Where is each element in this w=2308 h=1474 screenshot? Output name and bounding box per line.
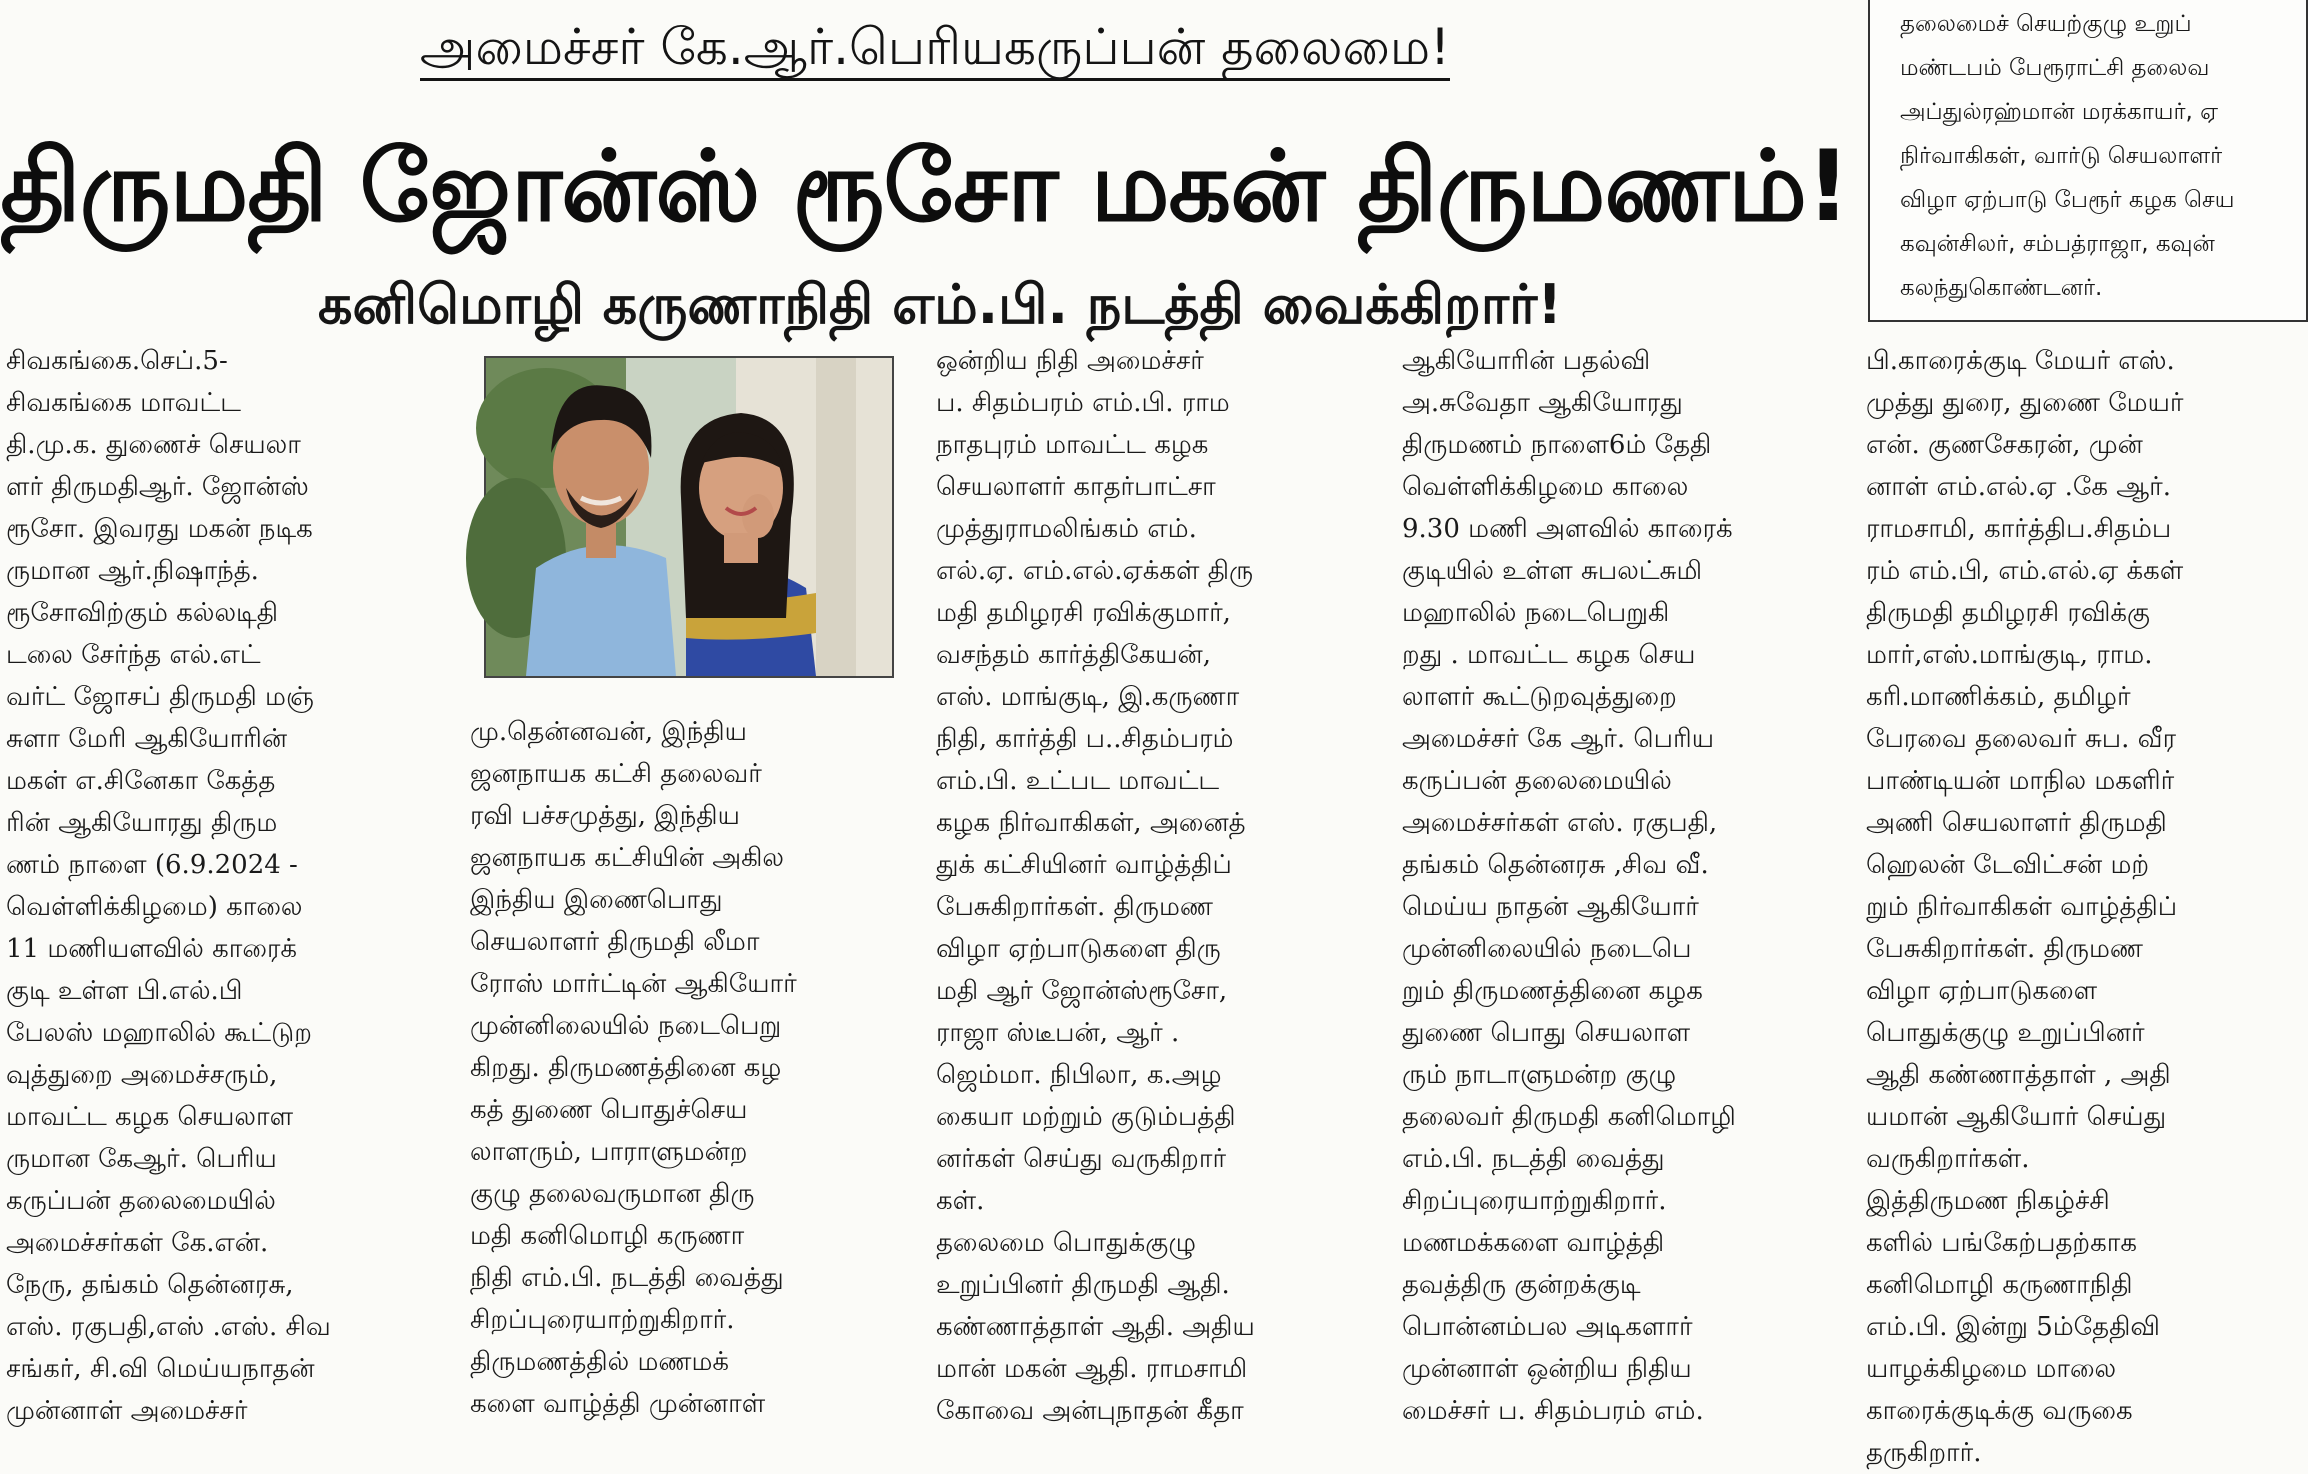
col1-line: தி.மு.க. துணைச் செயலா	[6, 430, 301, 460]
col4-line: தவத்திரு குன்றக்குடி	[1402, 1270, 1641, 1300]
col3-line: மான் மகன் ஆதி. ராமசாமி	[936, 1354, 1248, 1384]
col4-line: அமைச்சர்கள் எஸ். ரகுபதி,	[1402, 808, 1718, 838]
col5-line: தருகிறார்.	[1866, 1438, 1982, 1468]
col3-line: எல்.ஏ. எம்.எல்.ஏக்கள் திரு	[936, 556, 1254, 586]
col1-line: பேலஸ் மஹாலில் கூட்டுற	[6, 1018, 312, 1048]
col4-line: ஆகியோரின் பதல்வி	[1402, 346, 1651, 376]
col2-line: இந்திய இணைபொது	[470, 885, 723, 915]
col2-line: குழு தலைவருமான திரு	[470, 1179, 755, 1209]
col2-line: சிறப்புரையாற்றுகிறார்.	[470, 1305, 735, 1335]
col5-line: திருமதி தமிழரசி ரவிக்கு	[1866, 598, 2150, 628]
col5-line: எம்.பி. இன்று 5ம்தேதிவி	[1866, 1312, 2160, 1342]
col2-line: ஜனநாயக கட்சியின் அகில	[470, 843, 784, 873]
col5-line: பொதுக்குழு உறுப்பினர்	[1866, 1018, 2145, 1048]
col3-line: னர்கள் செய்து வருகிறார்	[936, 1144, 1227, 1174]
col5-line: னாள் எம்.எல்.ஏ .கே ஆர்.	[1866, 472, 2171, 502]
col4-line: 9.30 மணி அளவில் காரைக்	[1402, 514, 1733, 544]
col4-line: தங்கம் தென்னரசு ,சிவ வீ.	[1402, 850, 1709, 880]
col5-line: பாண்டியன் மாநில மகளிர்	[1866, 766, 2175, 796]
sidebar-boxout	[1868, 0, 2308, 322]
col4-line: லாளர் கூட்டுறவுத்துறை	[1402, 682, 1677, 712]
col4-line: துணை பொது செயலாள	[1402, 1018, 1691, 1048]
col2-line: செயலாளர் திருமதி லீமா	[470, 927, 760, 957]
col3-line: கண்ணாத்தாள் ஆதி. அதிய	[936, 1312, 1255, 1342]
col5-line: யாழக்கிழமை மாலை	[1866, 1354, 2117, 1384]
boxout-line: கலந்துகொண்டனர்.	[1900, 275, 2103, 301]
col5-line: வருகிறார்கள்.	[1866, 1144, 2030, 1174]
col1-line: கருப்பன் தலைமையில்	[6, 1186, 276, 1216]
col2-line: கத் துணை பொதுச்செய	[470, 1095, 748, 1125]
col2-line: ஜனநாயக கட்சி தலைவர்	[470, 759, 762, 789]
article-column-5	[1866, 340, 2302, 1468]
col1-line: மகள் எ.சினேகா கேத்த	[6, 766, 276, 796]
col1-line: முன்னாள் அமைச்சர்	[6, 1396, 248, 1426]
col4-line: முன்னிலையில் நடைபெ	[1402, 934, 1692, 964]
col2-line: ரோஸ் மார்ட்டின் ஆகியோர்	[470, 969, 797, 999]
col4-line: தலைவர் திருமதி கனிமொழி	[1402, 1102, 1736, 1132]
headline: திருமதி ஜோன்ஸ் ரூசோ மகன் திருமணம்!	[0, 130, 1850, 244]
col3-line: செயலாளர் காதர்பாட்சா	[936, 472, 1216, 502]
col1-line: ருமான கேஆர். பெரிய	[6, 1144, 277, 1174]
article-column-4	[1402, 340, 1842, 1446]
col4-line: றும் திருமணத்தினை கழக	[1402, 976, 1703, 1006]
col1-line: அமைச்சர்கள் கே.என்.	[6, 1228, 269, 1258]
col3-line: எம்.பி. உட்பட மாவட்ட	[936, 766, 1220, 796]
col5-line: பேசுகிறார்கள். திருமண	[1866, 934, 2143, 964]
col3-line: எஸ். மாங்குடி, இ.கருணா	[936, 682, 1240, 712]
col2-line: களை வாழ்த்தி முன்னாள்	[470, 1389, 766, 1419]
col1-line: சுளா மேரி ஆகியோரின்	[6, 724, 288, 754]
col1-line: ரூசோ. இவரது மகன் நடிக	[6, 514, 313, 544]
col2-line: ரவி பச்சமுத்து, இந்திய	[470, 801, 740, 831]
col3-line: ப. சிதம்பரம் எம்.பி. ராம	[936, 388, 1230, 418]
col3-line: கழக நிர்வாகிகள், அனைத்	[936, 808, 1246, 838]
col3-line: வசந்தம் கார்த்திகேயன்,	[936, 640, 1211, 670]
boxout-line: கவுன்சிலர், சம்பத்ராஜா, கவுன்	[1900, 231, 2215, 257]
col5-line: இத்திருமண நிகழ்ச்சி	[1866, 1186, 2110, 1216]
col3-line: பேசுகிறார்கள். திருமண	[936, 892, 1213, 922]
col4-line: சிறப்புரையாற்றுகிறார்.	[1402, 1186, 1667, 1216]
col3-line: உறுப்பினர் திருமதி ஆதி.	[936, 1270, 1230, 1300]
col3-line: கள்.	[936, 1186, 985, 1216]
boxout-line: அப்துல்ரஹ்மான் மரக்காயர், ஏ	[1900, 99, 2219, 125]
col1-line: ளர் திருமதிஆர். ஜோன்ஸ்	[6, 472, 309, 502]
col1-line: வர்ட் ஜோசப் திருமதி மஞ்	[6, 682, 314, 712]
col4-line: பொன்னம்பல அடிகளார்	[1402, 1312, 1693, 1342]
col5-line: ஹெலன் டேவிட்சன் மற்	[1866, 850, 2150, 880]
subheadline: கனிமொழி கருணாநிதி எம்.பி. நடத்தி வைக்கிறார்!	[318, 273, 1562, 336]
col1-line: ரூசோவிற்கும் கல்லடிதி	[6, 598, 279, 628]
col4-line: அ.சுவேதா ஆகியோரது	[1402, 388, 1683, 418]
col3-line: ஜெம்மா. நிபிலா, க.அழ	[936, 1060, 1222, 1090]
col2-line: முன்னிலையில் நடைபெறு	[470, 1011, 782, 1041]
col3-line: கோவை அன்புநாதன் கீதா	[936, 1396, 1244, 1426]
col1-line: வுத்துறை அமைச்சரும்,	[6, 1060, 278, 1090]
col4-line: மைச்சர் ப. சிதம்பரம் எம்.	[1402, 1396, 1704, 1426]
col1-line: சிவகங்கை.செப்.5-	[6, 346, 228, 376]
col1-line: குடி உள்ள பி.எல்.பி	[6, 976, 243, 1006]
col3-line: தலைமை பொதுக்குழு	[936, 1228, 1196, 1258]
col4-line: கருப்பன் தலைமையில்	[1402, 766, 1672, 796]
col4-line: அமைச்சர் கே ஆர். பெரிய	[1402, 724, 1714, 754]
col3-line: மதி ஆர் ஜோன்ஸ்ரூசோ,	[936, 976, 1228, 1006]
col1-line: மாவட்ட கழக செயலாள	[6, 1102, 294, 1132]
col3-line: நிதி, கார்த்தி ப..சிதம்பரம்	[936, 724, 1234, 754]
kicker-line	[310, 6, 1560, 92]
boxout-line: நிர்வாகிகள், வார்டு செயலாளர்	[1900, 143, 2223, 169]
col2-line: திருமணத்தில் மணமக்	[470, 1347, 730, 1377]
col4-line: மஹாலில் நடைபெறுகி	[1402, 598, 1670, 628]
col5-line: என். குணசேகரன், முன்	[1866, 430, 2143, 460]
boxout-line: தலைமைச் செயற்குழு உறுப்	[1900, 11, 2192, 37]
col3-line: ராஜா ஸ்டீபன், ஆர் .	[936, 1018, 1180, 1048]
col2-line: கிறது. திருமணத்தினை கழ	[470, 1053, 782, 1083]
col5-line: காரைக்குடிக்கு வருகை	[1866, 1396, 2133, 1426]
col2-line: மு.தென்னவன், இந்திய	[470, 717, 747, 747]
col3-line: முத்துராமலிங்கம் எம்.	[936, 514, 1197, 544]
col1-line: ருமான ஆர்.நிஷாந்த்.	[6, 556, 259, 586]
col5-line: கரி.மாணிக்கம், தமிழர்	[1866, 682, 2131, 712]
article-column-2	[470, 711, 910, 1446]
col1-line: டலை சேர்ந்த எல்.எட்	[6, 640, 261, 670]
col2-line: நிதி எம்.பி. நடத்தி வைத்து	[470, 1263, 784, 1293]
col1-line: சிவகங்கை மாவட்ட	[6, 388, 241, 418]
article-column-3	[936, 340, 1376, 1446]
kicker-text: அமைச்சர் கே.ஆர்.பெரியகருப்பன் தலைமை!	[420, 18, 1450, 81]
col4-line: எம்.பி. நடத்தி வைத்து	[1402, 1144, 1665, 1174]
col1-line: எஸ். ரகுபதி,எஸ் .எஸ். சிவ	[6, 1312, 331, 1342]
col4-line: திருமணம் நாளை6ம் தேதி	[1402, 430, 1712, 460]
col1-line: நேரு, தங்கம் தென்னரசு,	[6, 1270, 294, 1300]
col5-line: களில் பங்கேற்பதற்காக	[1866, 1228, 2137, 1258]
boxout-line: விழா ஏற்பாடு பேரூர் கழக செய	[1900, 187, 2235, 213]
col3-line: ஒன்றிய நிதி அமைச்சர்	[936, 346, 1204, 376]
col3-line: விழா ஏற்பாடுகளை திரு	[936, 934, 1221, 964]
col5-line: ராமசாமி, கார்த்திப.சிதம்ப	[1866, 514, 2172, 544]
col3-line: நாதபுரம் மாவட்ட கழக	[936, 430, 1209, 460]
col2-line: லாளரும், பாராளுமன்ற	[470, 1137, 748, 1167]
col4-line: மெய்ய நாதன் ஆகியோர்	[1402, 892, 1699, 922]
col4-line: குடியில் உள்ள சுபலட்சுமி	[1402, 556, 1703, 586]
col5-line: கனிமொழி கருணாநிதி	[1866, 1270, 2133, 1300]
col3-line: துக் கட்சியினர் வாழ்த்திப்	[936, 850, 1232, 880]
col3-line: கையா மற்றும் குடும்பத்தி	[936, 1102, 1236, 1132]
col5-line: யமான் ஆகியோர் செய்து	[1866, 1102, 2167, 1132]
col5-line: றும் நிர்வாகிகள் வாழ்த்திப்	[1866, 892, 2178, 922]
col2-line: மதி கனிமொழி கருணா	[470, 1221, 745, 1251]
col5-line: ஆதி கண்ணாத்தாள் , அதி	[1866, 1060, 2171, 1090]
col1-line: சங்கர், சி.வி மெய்யநாதன்	[6, 1354, 315, 1384]
col1-line: ரின் ஆகியோரது திரும	[6, 808, 278, 838]
col4-line: றது . மாவட்ட கழக செய	[1402, 640, 1696, 670]
couple-photo-illustration	[486, 358, 892, 676]
col4-line: மணமக்களை வாழ்த்தி	[1402, 1228, 1665, 1258]
col1-line: 11 மணியளவில் காரைக்	[6, 934, 298, 964]
col4-line: ரும் நாடாளுமன்ற குழு	[1402, 1060, 1677, 1090]
couple-photo	[484, 356, 894, 678]
article-column-1	[6, 340, 446, 1446]
boxout-line: மண்டபம் பேரூராட்சி தலைவ	[1900, 55, 2210, 81]
col5-line: முத்து துரை, துணை மேயர்	[1866, 388, 2184, 418]
col1-line: ணம் நாளை (6.9.2024 -	[6, 850, 298, 880]
col5-line: அணி செயலாளர் திருமதி	[1866, 808, 2167, 838]
col3-line: மதி தமிழரசி ரவிக்குமார்,	[936, 598, 1231, 628]
col4-line: முன்னாள் ஒன்றிய நிதிய	[1402, 1354, 1692, 1384]
col5-line: பி.காரைக்குடி மேயர் எஸ்.	[1866, 346, 2175, 376]
col5-line: விழா ஏற்பாடுகளை	[1866, 976, 2098, 1006]
col5-line: பேரவை தலைவர் சுப. வீர	[1866, 724, 2176, 754]
col4-line: வெள்ளிக்கிழமை காலை	[1402, 472, 1689, 502]
col5-line: மார்,எஸ்.மாங்குடி, ராம.	[1866, 640, 2153, 670]
col1-line: வெள்ளிக்கிழமை) காலை	[6, 892, 303, 922]
col5-line: ரம் எம்.பி, எம்.எல்.ஏ க்கள்	[1866, 556, 2184, 586]
